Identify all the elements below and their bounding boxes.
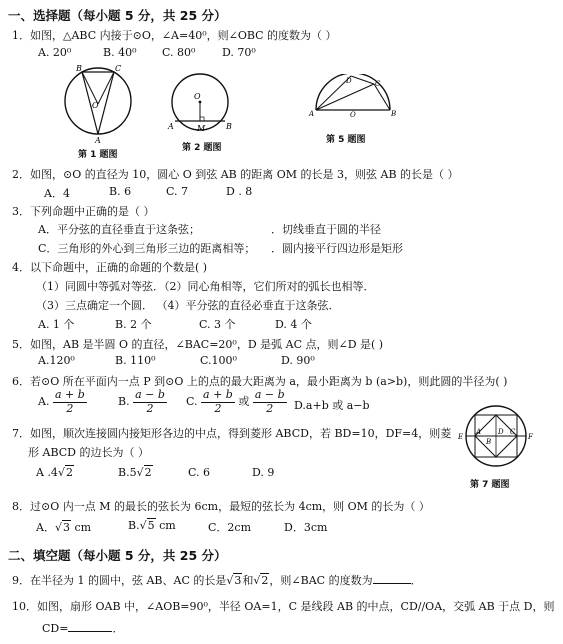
fig7-label-a: A — [476, 428, 482, 436]
q6-option-b-label: B. — [118, 395, 130, 409]
fig1-label-o: O — [92, 101, 99, 110]
q5-option-d: D. 90⁰ — [281, 354, 315, 367]
fig7-label-e: E — [458, 433, 464, 441]
figure-2-caption: 第 2 题图 — [182, 143, 222, 153]
fig7-label-f: F — [528, 433, 533, 441]
q10-answer-blank[interactable] — [68, 622, 112, 632]
q7-option-c: C. 6 — [188, 466, 211, 479]
fig5-label-o: O — [350, 111, 356, 118]
question-6-stem: 6．若⊙O 所在平面内一点 P 到⊙O 上的点的最大距离为 a，最小距离为 b (a>b)，则此圆的半径为( ) — [12, 375, 508, 388]
fig1-label-c: C — [115, 64, 122, 73]
fig5-label-c: C — [375, 80, 381, 88]
q8-option-a: A．√3 cm — [36, 521, 92, 534]
q8-option-d: D．3cm — [284, 521, 328, 534]
fig1-label-a: A — [95, 136, 101, 144]
fig2-label-o: O — [194, 92, 201, 101]
q7-option-d: D. 9 — [252, 466, 275, 479]
figure-1-diagram — [58, 62, 138, 144]
q7-option-b-sqrt: √2 — [136, 466, 152, 479]
q6-option-c-fraction-2: $\frac{a - b}{2}$ — [254, 388, 285, 415]
q7-option-b: B.5√2 — [118, 466, 152, 479]
q7-option-a-sqrt: √2 — [57, 466, 73, 479]
fig5-label-a: A — [309, 110, 315, 118]
q6-option-c-label: C. — [186, 395, 198, 409]
question-3-stem: 3．下列命题中正确的是（ ） — [12, 205, 155, 218]
fig7-label-d: D — [498, 428, 504, 436]
q2-option-c: C. 7 — [166, 185, 189, 198]
q8-option-b-sqrt: √5 — [139, 519, 155, 532]
q2-option-a: A．4 — [44, 187, 70, 200]
q6-option-b-fraction: $\frac{a - b}{2}$ — [135, 388, 165, 415]
q3-option-a: A．平分弦的直径垂直于这条弦； — [38, 223, 200, 236]
q4-option-c: C. 3 个 — [199, 318, 236, 331]
question-4-stem: 4．以下命题中，正确的命题的个数是( ) — [12, 261, 208, 274]
question-10-stem-line1: 10．如图，扇形 OAB 中，∠AOB=90⁰，半径 OA=1，C 是线段 AB 的中点，CD//OA，交弧 AB 于点 D，则 — [12, 600, 555, 613]
q3-option-b: ．切线垂直于圆的半径 — [271, 223, 381, 236]
section-title-fill-in: 二、填空题（每小题 5 分，共 25 分） — [8, 548, 227, 563]
q1-option-b: B. 40⁰ — [103, 46, 137, 59]
q6-option-a — [38, 389, 87, 415]
question-7-stem-line1: 7．如图，顺次连接圆内接矩形各边的中点，得到菱形 ABCD，若 BD=10，DF=4，则菱 — [12, 427, 452, 440]
q4-option-d: D. 4 个 — [275, 318, 312, 331]
q1-option-d: D. 70⁰ — [222, 46, 256, 59]
q8-option-c: C．2cm — [208, 521, 252, 534]
q4-statement-3-4: （3）三点确定一个圆． （4）平分弦的直径必垂直于这条弦． — [36, 299, 340, 312]
fig7-label-b: B — [486, 438, 492, 446]
question-2-stem: 2．如图，⊙O 的直径为 10，圆心 O 到弦 AB 的距离 OM 的长是 3，则弦 AB 的长是（ ） — [12, 168, 459, 181]
question-7-stem-line2: 形 ABCD 的边长为（ ） — [28, 446, 149, 459]
question-8-stem: 8．过⊙O 内一点 M 的最长的弦长为 6cm，最短的弦长为 4cm，则 OM 的长为（ ） — [12, 500, 430, 513]
q3-option-d: ．圆内接平行四边形是矩形 — [271, 242, 403, 255]
q9-answer-blank[interactable] — [373, 574, 411, 584]
question-10-stem-line2: CD= ． — [42, 622, 124, 635]
q8-option-b: B.√5 cm — [128, 519, 176, 532]
q6-option-c-fraction-1: $\frac{a + b}{2}$ — [203, 388, 233, 415]
q5-option-c: C.100⁰ — [200, 354, 237, 367]
q4-option-a: A. 1 个 — [38, 318, 75, 331]
q6-option-c — [186, 389, 287, 415]
fig7-label-c: C — [510, 428, 516, 436]
q7-option-a: A .4√2 — [36, 466, 73, 479]
q1-option-a: A. 20⁰ — [38, 46, 72, 59]
fig2-label-a: A — [168, 122, 174, 131]
figure-1-caption: 第 1 题图 — [78, 150, 118, 160]
figure-2-diagram — [164, 72, 236, 138]
question-9-stem: 9．在半径为 1 的圆中，弦 AB、AC 的长是√3和√2，则∠BAC 的度数为 ． — [12, 574, 422, 587]
q9-sqrt-2: √2 — [253, 574, 269, 587]
fig2-label-m: M — [197, 124, 206, 133]
q2-option-b: B. 6 — [109, 185, 132, 198]
fig5-label-d: D — [346, 77, 352, 85]
q6-option-a-label: A. — [38, 395, 50, 409]
q4-statement-1-2: （1）同圆中等弧对等弦．（2）同心角相等，它们所对的弧长也相等． — [36, 280, 375, 293]
q2-option-d: D . 8 — [226, 185, 253, 198]
figure-7-diagram — [456, 402, 536, 472]
q6-option-c-or: 或 — [238, 395, 250, 409]
question-5-stem: 5．如图，AB 是半圆 O 的直径，∠BAC=20⁰，D 是弧 AC 点，则∠D 是( ) — [12, 338, 384, 351]
fig2-label-b: B — [226, 122, 232, 131]
fig5-label-b: B — [391, 110, 397, 118]
figure-7-caption: 第 7 题图 — [470, 480, 510, 490]
q4-option-b: B. 2 个 — [115, 318, 152, 331]
q6-option-d: D.a+b 或 a−b — [294, 399, 370, 412]
q1-option-c: C. 80⁰ — [162, 46, 196, 59]
section-title-choice: 一、选择题（每小题 5 分，共 25 分） — [8, 8, 227, 23]
question-1-stem: 1．如图，△ABC 内接于⊙O，∠A=40⁰，则∠OBC 的度数为（ ） — [12, 29, 337, 42]
fig1-label-b: B — [76, 64, 82, 73]
q6-option-a-fraction: $\frac{a + b}{2}$ — [54, 388, 85, 415]
q3-option-c: C．三角形的外心到三角形三边的距离相等； — [38, 242, 256, 255]
figure-5-caption: 第 5 题图 — [326, 135, 366, 145]
q9-sqrt-1: √3 — [226, 574, 242, 587]
q6-option-b — [118, 389, 167, 415]
q5-option-b: B. 110⁰ — [115, 354, 156, 367]
q5-option-a: A.120⁰ — [38, 354, 75, 367]
figure-5-diagram — [308, 74, 398, 118]
q8-option-a-sqrt: √3 — [54, 521, 70, 534]
